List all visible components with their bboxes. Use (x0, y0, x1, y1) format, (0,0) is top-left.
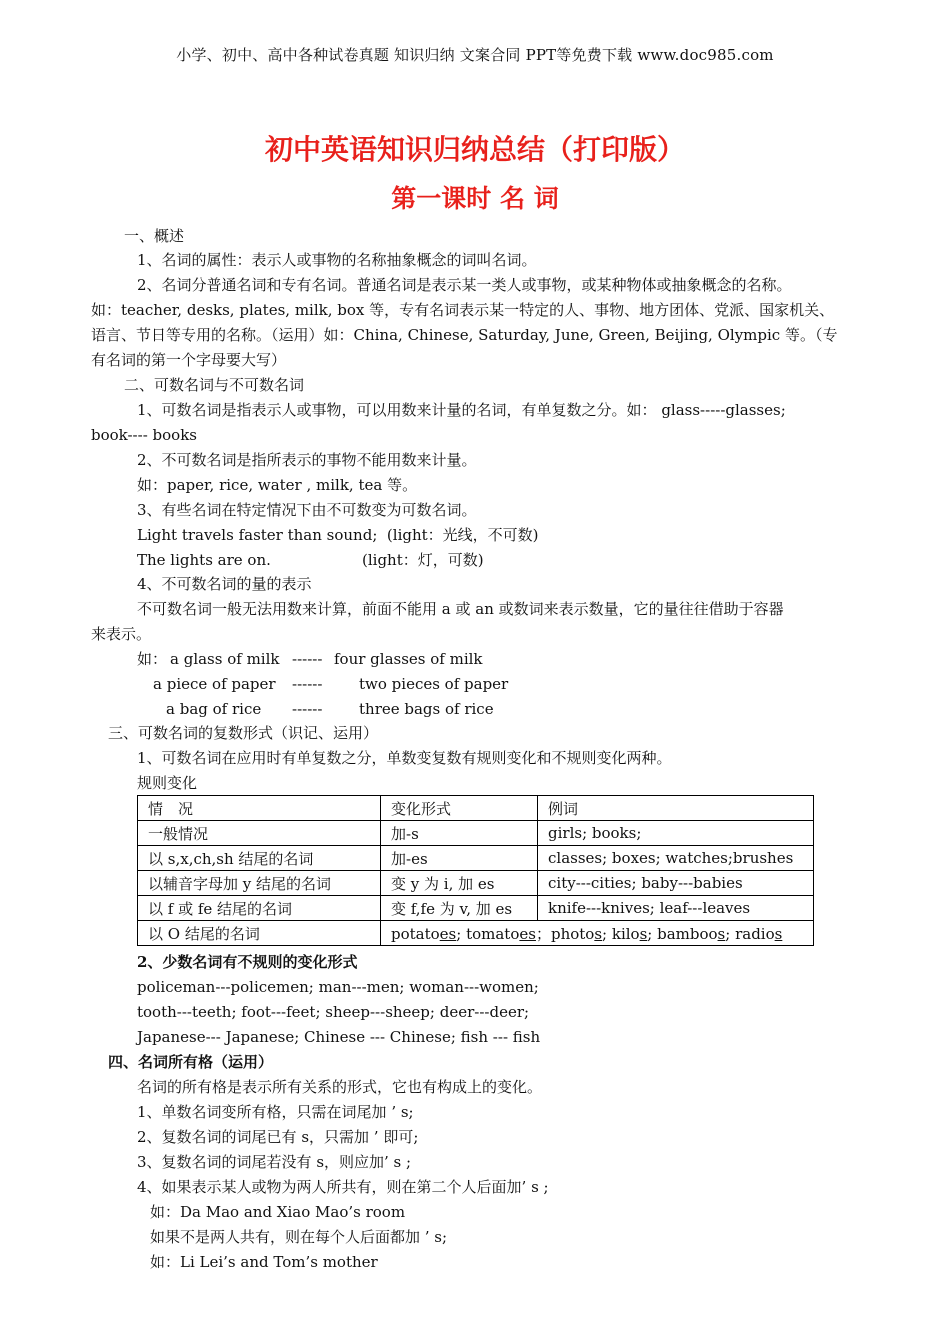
measure-example-plural: two pieces of paper (359, 675, 509, 693)
example-line (137, 550, 271, 570)
table-header: 情 况 (138, 796, 381, 821)
table-row (138, 846, 814, 871)
page-header: 小学、初中、高中各种试卷真题 知识归纳 文案合同 PPT等免费下载 www.doc985.com (176, 46, 774, 64)
example-note: (light：光线，不可数) (386, 526, 539, 544)
page-title: 初中英语知识归纳总结（打印版） (264, 133, 685, 166)
measure-example-singular: a piece of paper (153, 675, 276, 693)
example-word-suffix: es (439, 924, 457, 943)
paragraph: 2、名词分普通名词和专有名词。普通名词是表示某一类人或事物，或某种物体或抽象概念的名称。 (137, 276, 792, 294)
table-cell: city---cities; baby---babies (538, 871, 814, 896)
example-word-suffix: es (519, 924, 536, 943)
irregular-examples: Japanese--- Japanese; Chinese --- Chinese; fish --- fish (137, 1028, 541, 1046)
example-word-stem: photo (550, 924, 595, 943)
table-row (138, 896, 814, 921)
separator: ; (725, 924, 736, 943)
paragraph: 1、可数名词是指表示人或事物，可以用数来计量的名词，有单复数之分。如： glass-----glasses; (137, 401, 786, 419)
measure-example-singular: a bag of rice (166, 700, 262, 718)
example-word-stem: kilo (611, 924, 640, 943)
example-word-suffix: s (774, 924, 783, 943)
measure-example-dash: ------ (292, 675, 323, 693)
example-word-suffix: s (717, 924, 726, 943)
example-word-suffix: s (594, 924, 603, 943)
measure-example-dash: ------ (292, 650, 323, 668)
example-english: Light travels faster than sound; (137, 526, 378, 544)
paragraph: 语言、节日等专用的名称。（运用）如：China, Chinese, Saturday, June, Green, Beijing, Olympic 等。（专 (91, 326, 838, 344)
table-cell: 一般情况 (138, 821, 381, 846)
table-header: 变化形式 (381, 796, 538, 821)
table-cell: 变 y 为 i, 加 es (381, 871, 538, 896)
example-english: The lights are on. (137, 551, 271, 569)
paragraph: 如：teacher, desks, plates, milk, box 等，专有名词表示某一特定的人、事物、地方团体、党派、国家机关、 (91, 301, 835, 319)
table-row (138, 871, 814, 896)
section-heading-overview: 一、概述 (124, 227, 185, 245)
table-cell: 加-s (381, 821, 538, 846)
note-line: 如果不是两人共有，则在每个人后面都加 ’ s; (150, 1228, 448, 1246)
table-cell: knife---knives; leaf---leaves (538, 896, 814, 921)
measure-example-plural: four glasses of milk (334, 650, 483, 668)
table-cell: girls; books; (538, 821, 814, 846)
lesson-subtitle: 第一课时 名 词 (391, 184, 559, 213)
irregular-examples: policeman---policemen; man---men; woman---women; (137, 978, 539, 996)
separator: ； (535, 924, 551, 943)
paragraph: 1、可数名词在应用时有单复数之分，单数变复数有规则变化和不规则变化两种。 (137, 749, 672, 767)
rule-item: 1、单数名词变所有格，只需在词尾加 ’ s; (137, 1103, 414, 1121)
separator: ; (456, 924, 467, 943)
table-cell: 以辅音字母加 y 结尾的名词 (138, 871, 381, 896)
paragraph: 来表示。 (91, 625, 152, 643)
table-row (138, 921, 814, 946)
paragraph: 不可数名词一般无法用数来计算，前面不能用 a 或 an 或数词来表示数量，它的量往往借助于容器 (137, 600, 784, 618)
section-heading-countable: 二、可数名词与不可数名词 (124, 376, 305, 394)
separator: ; (602, 924, 612, 943)
example-word-stem: radio (735, 924, 775, 943)
example-line: 如：paper, rice, water , milk, tea 等。 (137, 476, 418, 494)
table-cell: 变 f,fe 为 v, 加 es (381, 896, 538, 921)
table-cell: classes; boxes; watches;brushes (538, 846, 814, 871)
o-ending-examples (391, 925, 782, 943)
example-word-suffix: s (639, 924, 648, 943)
table-row (138, 821, 814, 846)
irregular-examples: tooth---teeth; foot---feet; sheep---sheep; deer---deer; (137, 1003, 530, 1021)
example-word-stem: bamboo (657, 924, 718, 943)
table-cell: 以 s,x,ch,sh 结尾的名词 (138, 846, 381, 871)
example-line: 如：Li Lei’s and Tom’s mother (150, 1253, 378, 1271)
table-cell-o-words (381, 921, 814, 946)
rule-item: 4、如果表示某人或物为两人所共有，则在第二个人后面加’ s ; (137, 1178, 549, 1196)
rule-item: 3、复数名词的词尾若没有 s，则应加’ s ; (137, 1153, 412, 1171)
paragraph: 2、不可数名词是指所表示的事物不能用数来计量。 (137, 451, 477, 469)
separator: ; (647, 924, 658, 943)
example-line: 如：Da Mao and Xiao Mao’s room (150, 1203, 406, 1221)
irregular-heading: 2、少数名词有不规则的变化形式 (137, 953, 358, 971)
measure-example-prefix: 如： (137, 650, 168, 668)
regular-label: 规则变化 (137, 774, 198, 792)
section-heading-plural: 三、可数名词的复数形式（识记、运用） (108, 724, 379, 742)
table-cell: 以 f 或 fe 结尾的名词 (138, 896, 381, 921)
paragraph: 4、不可数名词的量的表示 (137, 575, 312, 593)
plural-rules-table (137, 795, 814, 946)
paragraph: 1、名词的属性：表示人或事物的名称抽象概念的词叫名词。 (137, 251, 537, 269)
paragraph: 3、有些名词在特定情况下由不可数变为可数名词。 (137, 501, 477, 519)
paragraph: 有名词的第一个字母要大写） (91, 351, 287, 369)
measure-example-singular: a glass of milk (170, 650, 280, 668)
table-header: 例词 (538, 796, 814, 821)
paragraph: book---- books (91, 426, 197, 444)
table-header-row (138, 796, 814, 821)
example-note: (light：灯，可数) (362, 551, 484, 569)
example-line (137, 525, 539, 545)
paragraph: 名词的所有格是表示所有关系的形式，它也有构成上的变化。 (137, 1078, 543, 1096)
table-cell: 加-es (381, 846, 538, 871)
measure-example-dash: ------ (292, 700, 323, 718)
section-heading-possessive: 四、名词所有格（运用） (108, 1053, 274, 1071)
example-word-stem: potato (391, 924, 440, 943)
example-word-stem: tomato (466, 924, 520, 943)
measure-example-plural: three bags of rice (359, 700, 494, 718)
rule-item: 2、复数名词的词尾已有 s，只需加 ’ 即可; (137, 1128, 419, 1146)
table-cell: 以 O 结尾的名词 (138, 921, 381, 946)
